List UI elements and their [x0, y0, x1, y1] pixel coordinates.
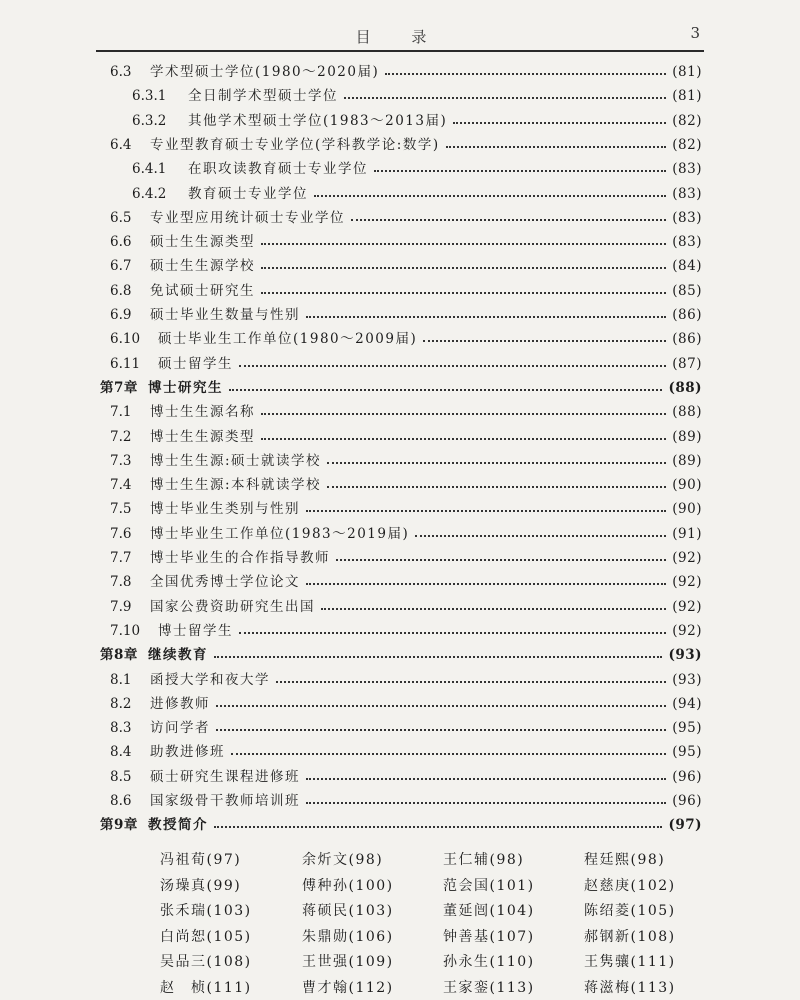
professor-entry[interactable]: 郝钢新(108) [584, 928, 676, 945]
toc-title: 博士留学生 [158, 622, 233, 639]
professor-entry[interactable]: 程廷熙(98) [584, 852, 666, 868]
professor-entry[interactable]: 王仁辅(98) [443, 852, 525, 868]
toc-page: (93) [668, 647, 702, 664]
professor-entry[interactable]: 冯祖荀(97) [160, 852, 242, 868]
toc-title: 博士毕业生类别与性别 [150, 501, 300, 518]
toc-page: (92) [672, 574, 702, 591]
toc-title: 其他学术型硕士学位(1983～2013届) [188, 112, 448, 129]
toc-page: (83) [672, 234, 702, 251]
toc-title: 硕士生生源学校 [150, 258, 255, 275]
toc-entry[interactable] [0, 159, 800, 179]
running-title: 目 录 [355, 28, 445, 46]
dot-leader [344, 95, 666, 99]
toc-number: 6.6 [110, 234, 132, 251]
toc-entry[interactable] [0, 475, 800, 495]
professor-entry[interactable]: 孙永生(110) [443, 954, 535, 970]
toc-number: 6.4.2 [132, 185, 167, 202]
toc-entry[interactable] [0, 111, 800, 131]
dot-leader [214, 824, 662, 828]
professor-entry[interactable]: 蒋滋梅(113) [584, 979, 676, 996]
toc-number: 8.5 [110, 768, 132, 785]
toc-page: (90) [672, 501, 702, 518]
toc-entry[interactable] [0, 499, 800, 519]
toc-entry[interactable] [0, 281, 800, 301]
page-header [96, 18, 704, 52]
toc-page: (88) [672, 404, 702, 421]
toc-chapter[interactable] [0, 815, 800, 835]
toc-entry[interactable] [0, 232, 800, 252]
toc-title: 博士毕业生工作单位(1983～2019届) [150, 525, 410, 542]
dot-leader [306, 800, 666, 804]
dot-leader [321, 606, 666, 610]
professor-entry[interactable]: 傅种孙(100) [302, 877, 394, 894]
toc-number: 6.8 [110, 282, 132, 299]
toc-page: (90) [672, 477, 702, 494]
professor-entry[interactable]: 赵 桢(111) [160, 979, 252, 996]
toc-title: 免试硕士研究生 [150, 282, 255, 299]
dot-leader [239, 363, 666, 367]
toc-number: 8.4 [110, 744, 132, 761]
toc-entry[interactable] [0, 305, 800, 325]
toc-title: 硕士毕业生数量与性别 [150, 307, 300, 323]
dot-leader [261, 265, 666, 269]
toc-title: 助教进修班 [150, 744, 225, 761]
toc-page: (92) [672, 622, 702, 639]
dot-leader [453, 120, 666, 124]
toc-title: 全国优秀博士学位论文 [150, 574, 300, 591]
toc-number: 8.2 [110, 695, 132, 712]
toc-number: 6.4 [110, 136, 132, 153]
dot-leader [306, 508, 666, 512]
professor-entry[interactable]: 朱鼎勋(106) [302, 928, 394, 945]
professor-entry[interactable]: 白尚恕(105) [160, 928, 252, 945]
toc-title: 硕士毕业生工作单位(1980～2009届) [158, 331, 418, 348]
dot-leader [336, 557, 666, 561]
dot-leader [229, 387, 662, 391]
toc-entry[interactable] [0, 329, 800, 349]
toc-page: (86) [672, 331, 702, 348]
professor-entry[interactable]: 陈绍菱(105) [584, 903, 676, 919]
toc-title: 博士毕业生的合作指导教师 [150, 550, 330, 566]
toc-page: (81) [672, 64, 702, 80]
toc-title: 访问学者 [150, 720, 210, 737]
toc-number: 7.8 [110, 574, 132, 591]
dot-leader [415, 533, 666, 537]
toc-number: 6.4.1 [132, 161, 167, 178]
dot-leader [423, 338, 666, 342]
dot-leader [216, 727, 666, 731]
toc-title: 继续教育 [148, 647, 208, 664]
toc-entry[interactable] [0, 62, 800, 82]
toc-entry[interactable] [0, 451, 800, 471]
toc-number: 6.9 [110, 307, 132, 323]
toc-entry[interactable] [0, 354, 800, 374]
toc-number: 6.10 [110, 331, 141, 348]
toc-number: 7.4 [110, 477, 132, 494]
toc-page: (96) [672, 768, 702, 785]
toc-number: 第7章 [100, 379, 138, 396]
toc-number: 8.6 [110, 793, 132, 809]
toc-title: 专业型应用统计硕士专业学位 [150, 209, 345, 226]
toc-page: (95) [672, 744, 702, 761]
dot-leader [385, 71, 666, 75]
toc-title: 专业型教育硕士专业学位(学科教学论:数学) [150, 136, 440, 153]
toc-entry[interactable] [0, 767, 800, 787]
toc-title: 博士研究生 [148, 379, 223, 396]
toc-title: 教育硕士专业学位 [188, 185, 308, 202]
toc-entry[interactable] [0, 718, 800, 738]
toc-number: 6.3.2 [132, 112, 167, 129]
toc-number: 6.3 [110, 64, 132, 80]
toc-page: (86) [672, 307, 702, 323]
toc-number: 6.11 [110, 355, 141, 372]
toc-title: 学术型硕士学位(1980～2020届) [150, 64, 380, 80]
dot-leader [231, 751, 666, 755]
toc-chapter[interactable] [0, 645, 800, 665]
toc-entry[interactable] [0, 86, 800, 106]
professor-entry[interactable]: 董延闿(104) [443, 903, 535, 919]
professor-entry[interactable]: 赵慈庚(102) [584, 877, 676, 894]
toc-number: 7.2 [110, 428, 132, 445]
toc-page: (83) [672, 209, 702, 226]
professor-entry[interactable]: 王世强(109) [302, 954, 394, 970]
professor-entry[interactable]: 范会国(101) [443, 877, 535, 894]
toc-number: 7.6 [110, 525, 132, 542]
toc-page: (85) [672, 282, 702, 299]
dot-leader [446, 144, 667, 148]
toc-number: 7.3 [110, 452, 132, 469]
toc-page: (89) [672, 452, 702, 469]
toc-page: (88) [668, 379, 702, 396]
professor-entry[interactable]: 汤璪真(99) [160, 877, 242, 894]
toc-number: 第9章 [100, 817, 138, 834]
professor-entry[interactable]: 吴品三(108) [160, 954, 252, 970]
toc-number: 7.7 [110, 550, 132, 566]
toc-number: 7.5 [110, 501, 132, 518]
toc-page: (82) [672, 112, 702, 129]
toc-page: (92) [672, 550, 702, 566]
toc-entry[interactable] [0, 597, 800, 617]
dot-leader [261, 290, 666, 294]
toc-entry[interactable] [0, 694, 800, 714]
toc-title: 博士生生源类型 [150, 428, 255, 445]
toc-title: 硕士留学生 [158, 355, 233, 372]
toc-title: 硕士生生源类型 [150, 234, 255, 251]
toc-page: (87) [672, 355, 702, 372]
toc-title: 教授简介 [148, 817, 208, 834]
toc-title: 博士生生源名称 [150, 404, 255, 421]
toc-page: (93) [672, 671, 702, 688]
dot-leader [216, 703, 666, 707]
toc-entry[interactable] [0, 548, 800, 568]
toc-entry[interactable] [0, 427, 800, 447]
toc-page: (92) [672, 598, 702, 615]
toc-page: (83) [672, 161, 702, 178]
toc-entry[interactable] [0, 135, 800, 155]
toc-entry[interactable] [0, 256, 800, 276]
dot-leader [306, 314, 666, 318]
dot-leader [327, 484, 666, 488]
toc-number: 6.5 [110, 209, 132, 226]
toc-entry[interactable] [0, 402, 800, 422]
dot-leader [214, 654, 662, 658]
dot-leader [351, 217, 666, 221]
toc-page: (97) [668, 817, 702, 834]
toc-entry[interactable] [0, 791, 800, 811]
toc-entry[interactable] [0, 208, 800, 228]
professor-entry[interactable]: 张禾瑞(103) [160, 903, 252, 919]
toc-title: 进修教师 [150, 695, 210, 712]
professor-entry[interactable]: 王隽骧(111) [584, 954, 676, 970]
toc-entry[interactable] [0, 742, 800, 762]
dot-leader [306, 776, 666, 780]
toc-page: (84) [672, 258, 702, 275]
dot-leader [374, 168, 666, 172]
toc-entry[interactable] [0, 184, 800, 204]
dot-leader [261, 436, 666, 440]
professor-entry[interactable]: 余炘文(98) [302, 852, 384, 868]
toc-title: 博士生生源:本科就读学校 [150, 477, 322, 494]
toc-page: (91) [672, 525, 702, 542]
dot-leader [261, 241, 666, 245]
toc-chapter[interactable] [0, 378, 800, 398]
toc-entry[interactable] [0, 621, 800, 641]
dot-leader [276, 679, 666, 683]
professor-entry[interactable]: 蒋硕民(103) [302, 903, 394, 919]
toc-page: (95) [672, 720, 702, 737]
toc-page: (94) [672, 695, 702, 712]
toc-number: 8.1 [110, 671, 132, 688]
toc-title: 在职攻读教育硕士专业学位 [188, 161, 368, 178]
dot-leader [239, 630, 666, 634]
toc-title: 函授大学和夜大学 [150, 671, 270, 688]
toc-number: 7.9 [110, 598, 132, 615]
toc-number: 7.1 [110, 404, 132, 421]
toc-title: 全日制学术型硕士学位 [188, 88, 338, 105]
toc-page: (96) [672, 793, 702, 809]
dot-leader [327, 460, 666, 464]
toc-entry[interactable] [0, 572, 800, 592]
toc-page: (89) [672, 428, 702, 445]
toc-number: 第8章 [100, 647, 138, 664]
toc-number: 8.3 [110, 720, 132, 737]
page-number: 3 [690, 24, 700, 42]
dot-leader [261, 411, 666, 415]
toc-number: 6.3.1 [132, 88, 167, 105]
professor-entry[interactable]: 曹才翰(112) [302, 979, 394, 996]
toc-title: 硕士研究生课程进修班 [150, 768, 300, 785]
professor-entry[interactable]: 王家銮(113) [443, 979, 535, 996]
toc-number: 6.7 [110, 258, 132, 275]
dot-leader [306, 581, 666, 585]
professor-entry[interactable]: 钟善基(107) [443, 928, 535, 945]
toc-page: (83) [672, 185, 702, 202]
toc-page: (82) [672, 136, 702, 153]
toc-title: 博士生生源:硕士就读学校 [150, 452, 322, 469]
toc-number: 7.10 [110, 622, 141, 639]
toc-page: (81) [672, 88, 702, 105]
toc-title: 国家级骨干教师培训班 [150, 793, 300, 809]
toc-entry[interactable] [0, 524, 800, 544]
dot-leader [314, 193, 666, 197]
toc-entry[interactable] [0, 670, 800, 690]
toc-title: 国家公费资助研究生出国 [150, 598, 315, 615]
